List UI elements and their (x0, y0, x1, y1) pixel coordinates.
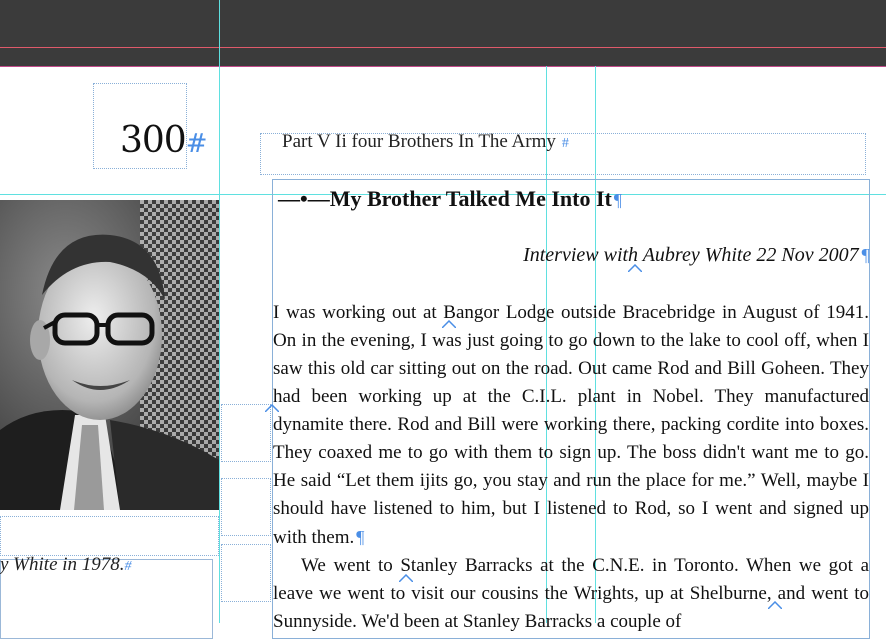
anchor-marker-icon[interactable] (399, 574, 413, 582)
photo-caption-text: y White in 1978. (0, 554, 125, 575)
anchor-marker-icon[interactable] (442, 320, 456, 328)
photo-caption (0, 554, 132, 576)
page-number (120, 120, 207, 161)
pilcrow-marker: ¶ (860, 245, 870, 265)
end-of-story-marker: # (124, 559, 132, 574)
anchor-marker-icon (399, 574, 413, 582)
anchor-marker-icon (442, 320, 456, 328)
interview-byline-text: Interview with Aubrey White 22 Nov 2007 (523, 244, 859, 266)
pasteboard (0, 0, 886, 66)
portrait-photo[interactable] (0, 200, 219, 510)
article-title (278, 186, 622, 212)
end-of-story-marker: # (561, 136, 569, 151)
anchor-marker-icon (265, 404, 279, 412)
paragraph-text: I was working out at Bangor Lodge outside Bracebridge in August of 1941. On in the evening, I was just going to go down to the lake to cool off, when I saw this old car sitting out on the road. Out came Rod and Bill Goheen. They had been working up at the C.I.L. plant in Nobel. They manufactured dynamite there. Rod and Bill were working there, packing cordite into boxes. They coaxed me to go with them to sign up. The boss didn't want me to go. He said “Let them ijits go, you stay and run the place for me.” Well, maybe I should have listened to him, but I listened to Rod, so I went and signed up with them. (273, 302, 869, 548)
pilcrow-marker: ¶ (356, 527, 365, 547)
pilcrow-marker: ¶ (613, 190, 623, 210)
empty-graphic-frame-2[interactable] (221, 478, 271, 536)
anchor-marker-icon (628, 264, 642, 272)
bleed-guide[interactable] (0, 47, 886, 48)
running-head (282, 131, 569, 153)
page-edge-guide[interactable] (0, 66, 886, 67)
anchor-marker-icon[interactable] (265, 404, 279, 412)
paragraph (273, 299, 869, 552)
anchor-marker-icon (768, 601, 782, 609)
spine-guide[interactable] (219, 0, 220, 623)
empty-graphic-frame-3[interactable] (221, 544, 271, 602)
caption-frame[interactable] (0, 516, 219, 556)
end-of-story-marker: # (185, 129, 207, 159)
article-body[interactable] (273, 299, 869, 636)
empty-graphic-frame-1[interactable] (221, 404, 271, 462)
page-number-text: 300 (120, 120, 186, 161)
interview-byline (523, 244, 870, 267)
paragraph: We went to Stanley Barracks at the C.N.E. in Toronto. When we got a leave we went to visit our cousins the Wrights, up at Shelburne, and went to Sunnyside. We'd been at Stanley Barracks a couple of (273, 555, 869, 632)
anchor-marker-icon[interactable] (628, 264, 642, 272)
anchor-marker-icon[interactable] (768, 601, 782, 609)
running-head-text: Part V Ii four Brothers In The Army (282, 131, 556, 152)
portrait-photo-image (0, 200, 219, 510)
article-title-text: —•—My Brother Talked Me Into It (278, 186, 612, 211)
